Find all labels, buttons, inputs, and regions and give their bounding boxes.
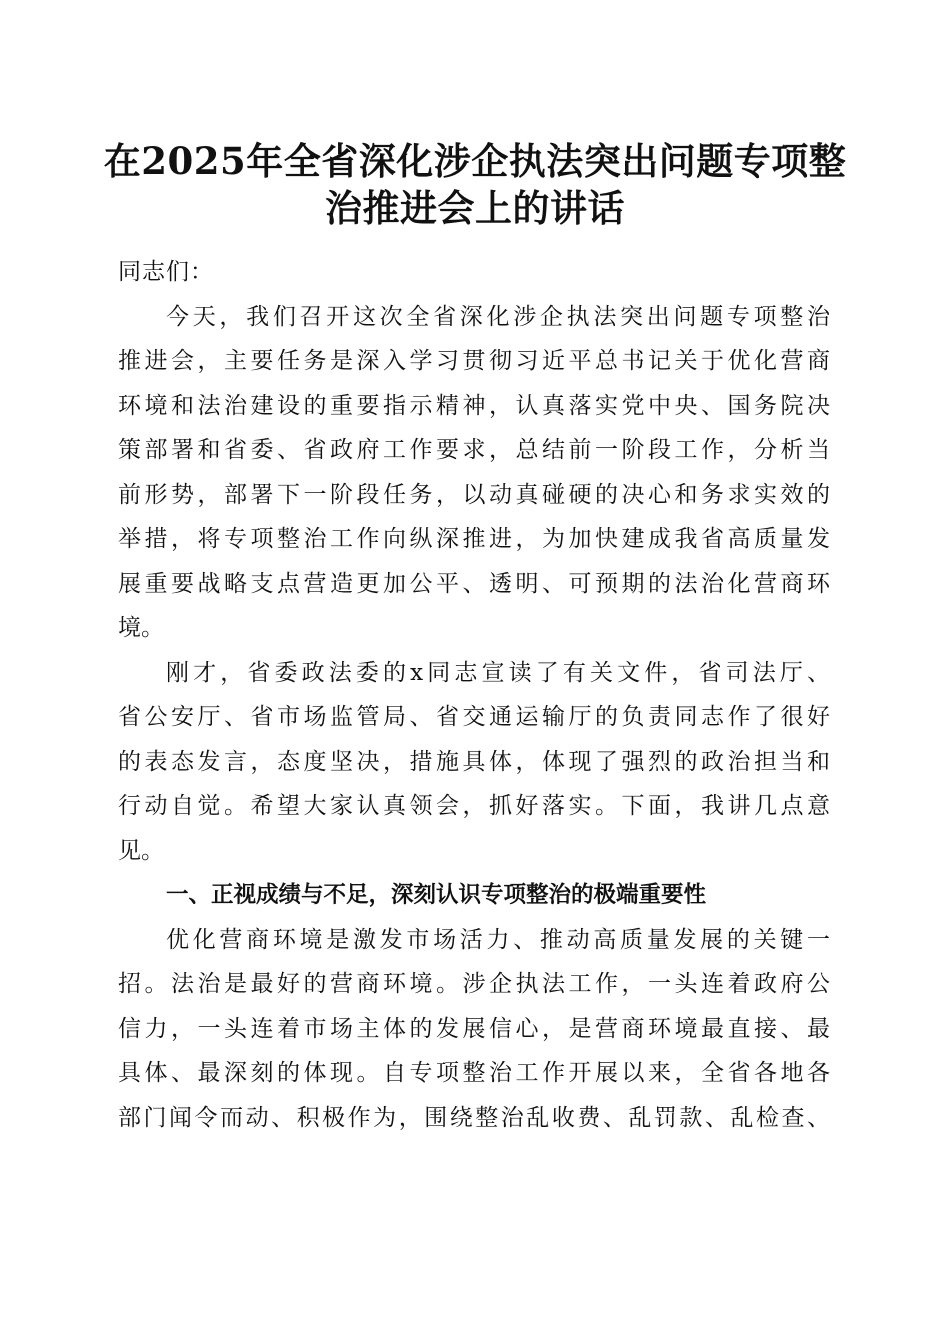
paragraph-line: 招。法治是最好的营商环境。涉企执法工作，一头连着政府公: [118, 971, 830, 997]
title-line-2: 治推进会上的讲话: [325, 186, 625, 230]
paragraph-line: 推进会，主要任务是深入学习贯彻习近平总书记关于优化营商: [118, 348, 830, 374]
paragraph-line: 优化营商环境是激发市场活力、推动高质量发展的关键一: [166, 926, 830, 953]
section-heading-1: 一、正视成绩与不足，深刻认识专项整治的极端重要性: [166, 882, 707, 908]
salutation: 同志们：: [118, 259, 214, 285]
paragraph-line: 展重要战略支点营造更加公平、透明、可预期的法治化营商环: [118, 570, 830, 597]
paragraph-line: 环境和法治建设的重要指示精神，认真落实党中央、国务院决: [118, 392, 830, 419]
paragraph-line: 今天，我们召开这次全省深化涉企执法突出问题专项整治: [166, 303, 830, 330]
paragraph-remarks: [118, 651, 830, 874]
paragraph-line: 策部署和省委、省政府工作要求，总结前一阶段工作，分析当: [118, 437, 830, 463]
paragraph-line: 境。: [118, 615, 164, 641]
paragraph-line: 部门闻令而动、积极作为，围绕整治乱收费、乱罚款、乱检查、: [118, 1104, 830, 1131]
paragraph-line: 行动自觉。希望大家认真领会，抓好落实。下面，我讲几点意: [118, 793, 830, 819]
paragraph-line: 信力，一头连着市场主体的发展信心，是营商环境最直接、最: [118, 1015, 830, 1042]
paragraph-line: 刚才，省委政法委的x同志宣读了有关文件，省司法厅、: [166, 659, 830, 686]
paragraph-line: 具体、最深刻的体现。自专项整治工作开展以来，全省各地各: [118, 1060, 830, 1086]
paragraph-line: 前形势，部署下一阶段任务，以动真碰硬的决心和务求实效的: [118, 481, 830, 508]
paragraph-line: 的表态发言，态度坚决，措施具体，体现了强烈的政治担当和: [118, 748, 830, 775]
paragraph-line: 见。: [118, 837, 164, 864]
document-title: [100, 138, 850, 232]
paragraph-line: 举措，将专项整治工作向纵深推进，为加快建成我省高质量发: [118, 526, 830, 552]
document-body: [118, 250, 830, 1140]
paragraph-opening: [118, 295, 830, 651]
title-line-1: 在2025年全省深化涉企执法突出问题专项整: [103, 139, 847, 183]
paragraph-line: 省公安厅、省市场监管局、省交通运输厅的负责同志作了很好: [118, 704, 830, 730]
paragraph-section-1: [118, 918, 830, 1141]
